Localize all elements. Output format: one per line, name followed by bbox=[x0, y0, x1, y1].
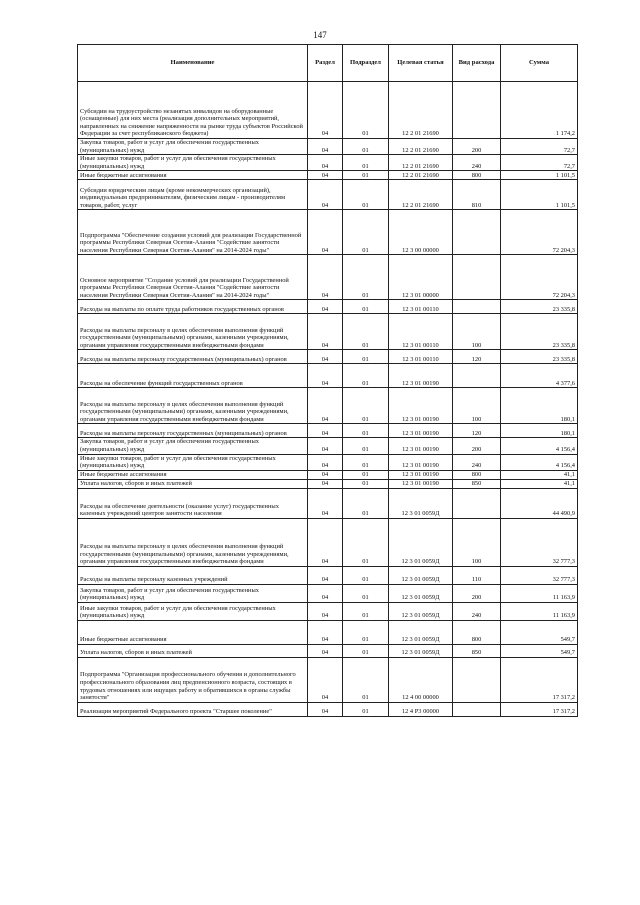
row-target: 12 3 01 00190 bbox=[389, 438, 453, 454]
row-expense-type bbox=[453, 82, 501, 139]
row-expense-type bbox=[453, 300, 501, 314]
row-name: Иные бюджетные ассигнования bbox=[78, 470, 308, 479]
table-row bbox=[78, 702, 578, 716]
row-section: 04 bbox=[308, 620, 343, 644]
row-sum: 72,7 bbox=[501, 139, 578, 155]
row-name: Уплата налогов, сборов и иных платежей bbox=[78, 644, 308, 657]
header-name: Наименование bbox=[78, 45, 308, 82]
budget-table bbox=[77, 44, 578, 717]
table-row bbox=[78, 388, 578, 424]
row-subsection: 01 bbox=[343, 644, 389, 657]
row-section: 04 bbox=[308, 488, 343, 518]
table-row bbox=[78, 488, 578, 518]
row-expense-type: 800 bbox=[453, 470, 501, 479]
row-expense-type: 800 bbox=[453, 620, 501, 644]
row-subsection: 01 bbox=[343, 350, 389, 364]
row-subsection: 01 bbox=[343, 518, 389, 566]
table-row bbox=[78, 180, 578, 210]
row-name: Реализация мероприятий Федерального проекта "Старшее поколение" bbox=[78, 702, 308, 716]
row-section: 04 bbox=[308, 657, 343, 702]
row-section: 04 bbox=[308, 155, 343, 171]
row-subsection: 01 bbox=[343, 139, 389, 155]
row-sum: 180,1 bbox=[501, 388, 578, 424]
row-expense-type bbox=[453, 702, 501, 716]
table-row bbox=[78, 300, 578, 314]
row-section: 04 bbox=[308, 479, 343, 488]
row-sum: 23 335,8 bbox=[501, 314, 578, 350]
row-section: 04 bbox=[308, 518, 343, 566]
row-sum: 23 335,8 bbox=[501, 350, 578, 364]
table-body bbox=[78, 82, 578, 717]
row-sum: 32 777,3 bbox=[501, 566, 578, 584]
row-section: 04 bbox=[308, 139, 343, 155]
row-subsection: 01 bbox=[343, 454, 389, 470]
table-row bbox=[78, 602, 578, 620]
row-name: Расходы на обеспечение деятельности (оказание услуг) государственных казенных учреждений центров занятости населения bbox=[78, 488, 308, 518]
row-name: Иные бюджетные ассигнования bbox=[78, 620, 308, 644]
row-sum: 549,7 bbox=[501, 644, 578, 657]
row-section: 04 bbox=[308, 82, 343, 139]
row-expense-type: 850 bbox=[453, 644, 501, 657]
row-subsection: 01 bbox=[343, 155, 389, 171]
row-name: Расходы на выплаты персоналу в целях обеспечения выполнения функций государственными (муниципальными) органами, казенными учреждениями, органами управления государственными внебюджетными фондами bbox=[78, 518, 308, 566]
row-name: Расходы на выплаты персоналу государственных (муниципальных) органов bbox=[78, 350, 308, 364]
row-sum: 11 163,9 bbox=[501, 584, 578, 602]
row-subsection: 01 bbox=[343, 171, 389, 180]
row-name: Иные закупки товаров, работ и услуг для обеспечения государственных (муниципальных) нужд bbox=[78, 602, 308, 620]
row-sum: 41,1 bbox=[501, 470, 578, 479]
table-row bbox=[78, 620, 578, 644]
row-sum: 23 335,8 bbox=[501, 300, 578, 314]
header-sum: Сумма bbox=[501, 45, 578, 82]
row-target: 12 3 01 0059Д bbox=[389, 602, 453, 620]
row-expense-type: 200 bbox=[453, 584, 501, 602]
row-section: 04 bbox=[308, 180, 343, 210]
row-sum: 17 317,2 bbox=[501, 702, 578, 716]
row-target: 12 4 P3 00000 bbox=[389, 702, 453, 716]
row-name: Закупка товаров, работ и услуг для обеспечения государственных (муниципальных) нужд bbox=[78, 584, 308, 602]
row-target: 12 2 01 21690 bbox=[389, 139, 453, 155]
row-section: 04 bbox=[308, 364, 343, 388]
row-target: 12 2 01 21690 bbox=[389, 82, 453, 139]
table-row bbox=[78, 82, 578, 139]
row-sum: 1 101,5 bbox=[501, 171, 578, 180]
row-sum: 72 204,3 bbox=[501, 255, 578, 300]
row-subsection: 01 bbox=[343, 300, 389, 314]
row-name: Расходы на выплаты по оплате труда работников государственных органов bbox=[78, 300, 308, 314]
header-expense-type: Вид расхода bbox=[453, 45, 501, 82]
row-target: 12 3 01 00190 bbox=[389, 424, 453, 438]
row-expense-type: 850 bbox=[453, 479, 501, 488]
table-row bbox=[78, 584, 578, 602]
row-target: 12 3 01 00110 bbox=[389, 350, 453, 364]
table-row bbox=[78, 255, 578, 300]
row-section: 04 bbox=[308, 438, 343, 454]
row-section: 04 bbox=[308, 388, 343, 424]
header-section: Раздел bbox=[308, 45, 343, 82]
row-target: 12 2 01 21690 bbox=[389, 171, 453, 180]
row-subsection: 01 bbox=[343, 388, 389, 424]
row-expense-type: 120 bbox=[453, 424, 501, 438]
row-name: Уплата налогов, сборов и иных платежей bbox=[78, 479, 308, 488]
table-row bbox=[78, 518, 578, 566]
row-target: 12 2 01 21690 bbox=[389, 155, 453, 171]
row-sum: 180,1 bbox=[501, 424, 578, 438]
row-sum: 1 101,5 bbox=[501, 180, 578, 210]
page-number: 147 bbox=[313, 30, 327, 40]
row-sum: 1 174,2 bbox=[501, 82, 578, 139]
row-subsection: 01 bbox=[343, 584, 389, 602]
row-subsection: 01 bbox=[343, 180, 389, 210]
row-section: 04 bbox=[308, 350, 343, 364]
row-subsection: 01 bbox=[343, 657, 389, 702]
row-target: 12 3 01 00000 bbox=[389, 255, 453, 300]
table-row bbox=[78, 210, 578, 255]
row-name: Подпрограмма "Обеспечение создания условий для реализации Государственной программы Республики Северная Осетия-Алания "Содействие занятости населения Республики Северная Осетия-Алания" на 2014-2024 годы" bbox=[78, 210, 308, 255]
row-name: Закупка товаров, работ и услуг для обеспечения государственных (муниципальных) нужд bbox=[78, 139, 308, 155]
row-name: Иные закупки товаров, работ и услуг для обеспечения государственных (муниципальных) нужд bbox=[78, 454, 308, 470]
row-section: 04 bbox=[308, 566, 343, 584]
row-section: 04 bbox=[308, 602, 343, 620]
table-row bbox=[78, 454, 578, 470]
table-row bbox=[78, 438, 578, 454]
row-expense-type: 240 bbox=[453, 602, 501, 620]
row-sum: 72,7 bbox=[501, 155, 578, 171]
row-subsection: 01 bbox=[343, 314, 389, 350]
row-subsection: 01 bbox=[343, 438, 389, 454]
row-expense-type bbox=[453, 488, 501, 518]
row-expense-type: 100 bbox=[453, 518, 501, 566]
row-expense-type: 240 bbox=[453, 454, 501, 470]
row-sum: 549,7 bbox=[501, 620, 578, 644]
row-expense-type: 200 bbox=[453, 139, 501, 155]
row-expense-type: 100 bbox=[453, 388, 501, 424]
table-row bbox=[78, 364, 578, 388]
row-section: 04 bbox=[308, 644, 343, 657]
table-row bbox=[78, 644, 578, 657]
table-row bbox=[78, 314, 578, 350]
row-target: 12 3 01 0059Д bbox=[389, 566, 453, 584]
row-sum: 32 777,3 bbox=[501, 518, 578, 566]
row-section: 04 bbox=[308, 314, 343, 350]
row-section: 04 bbox=[308, 702, 343, 716]
row-expense-type: 100 bbox=[453, 314, 501, 350]
row-target: 12 3 01 00110 bbox=[389, 314, 453, 350]
row-section: 04 bbox=[308, 210, 343, 255]
row-target: 12 3 01 00190 bbox=[389, 388, 453, 424]
table-header-row bbox=[78, 45, 578, 82]
row-target: 12 4 00 00000 bbox=[389, 657, 453, 702]
row-target: 12 3 01 0059Д bbox=[389, 584, 453, 602]
table-row bbox=[78, 139, 578, 155]
row-target: 12 3 01 00110 bbox=[389, 300, 453, 314]
row-section: 04 bbox=[308, 300, 343, 314]
table-row bbox=[78, 470, 578, 479]
header-target: Целевая статья bbox=[389, 45, 453, 82]
row-name: Закупка товаров, работ и услуг для обеспечения государственных (муниципальных) нужд bbox=[78, 438, 308, 454]
table-row bbox=[78, 350, 578, 364]
row-sum: 4 156,4 bbox=[501, 438, 578, 454]
row-subsection: 01 bbox=[343, 479, 389, 488]
row-sum: 4 156,4 bbox=[501, 454, 578, 470]
row-expense-type bbox=[453, 657, 501, 702]
row-sum: 4 377,6 bbox=[501, 364, 578, 388]
row-expense-type: 240 bbox=[453, 155, 501, 171]
row-target: 12 3 01 0059Д bbox=[389, 488, 453, 518]
row-expense-type bbox=[453, 210, 501, 255]
row-subsection: 01 bbox=[343, 702, 389, 716]
table-row bbox=[78, 566, 578, 584]
row-subsection: 01 bbox=[343, 602, 389, 620]
row-subsection: 01 bbox=[343, 424, 389, 438]
row-subsection: 01 bbox=[343, 488, 389, 518]
row-subsection: 01 bbox=[343, 620, 389, 644]
table-row bbox=[78, 479, 578, 488]
table-row bbox=[78, 657, 578, 702]
row-sum: 72 204,3 bbox=[501, 210, 578, 255]
row-target: 12 2 01 21690 bbox=[389, 180, 453, 210]
row-name: Расходы на выплаты персоналу в целях обеспечения выполнения функций государственными (муниципальными) органами, казенными учреждениями, органами управления государственными внебюджетными фондами bbox=[78, 388, 308, 424]
row-target: 12 3 01 00190 bbox=[389, 479, 453, 488]
row-expense-type bbox=[453, 255, 501, 300]
row-name: Субсидии юридическим лицам (кроме некоммерческих организаций), индивидуальным предпринимателям, физическим лицам - производителям товаров, работ, услуг bbox=[78, 180, 308, 210]
table-row bbox=[78, 424, 578, 438]
row-name: Расходы на выплаты персоналу казенных учреждений bbox=[78, 566, 308, 584]
row-expense-type bbox=[453, 364, 501, 388]
table-row bbox=[78, 155, 578, 171]
row-section: 04 bbox=[308, 470, 343, 479]
row-subsection: 01 bbox=[343, 566, 389, 584]
row-name: Расходы на обеспечение функций государственных органов bbox=[78, 364, 308, 388]
row-sum: 44 490,9 bbox=[501, 488, 578, 518]
row-target: 12 3 00 00000 bbox=[389, 210, 453, 255]
row-name: Субсидии на трудоустройство незанятых инвалидов на оборудованные (оснащенные) для них места (реализация дополнительных мероприятий, направленных на снижение напряженности на рынке труда субъектов Российской Федерации за счет республиканского бюджета) bbox=[78, 82, 308, 139]
row-subsection: 01 bbox=[343, 82, 389, 139]
row-target: 12 3 01 0059Д bbox=[389, 620, 453, 644]
row-name: Иные бюджетные ассигнования bbox=[78, 171, 308, 180]
row-target: 12 3 01 00190 bbox=[389, 364, 453, 388]
row-section: 04 bbox=[308, 424, 343, 438]
row-target: 12 3 01 00190 bbox=[389, 470, 453, 479]
row-name: Расходы на выплаты персоналу государственных (муниципальных) органов bbox=[78, 424, 308, 438]
row-sum: 17 317,2 bbox=[501, 657, 578, 702]
row-expense-type: 810 bbox=[453, 180, 501, 210]
row-section: 04 bbox=[308, 255, 343, 300]
row-sum: 41,1 bbox=[501, 479, 578, 488]
table-row bbox=[78, 171, 578, 180]
row-name: Расходы на выплаты персоналу в целях обеспечения выполнения функций государственными (муниципальными) органами, казенными учреждениями, органами управления государственными внебюджетными фондами bbox=[78, 314, 308, 350]
row-subsection: 01 bbox=[343, 470, 389, 479]
row-name: Иные закупки товаров, работ и услуг для обеспечения государственных (муниципальных) нужд bbox=[78, 155, 308, 171]
row-target: 12 3 01 00190 bbox=[389, 454, 453, 470]
row-expense-type: 110 bbox=[453, 566, 501, 584]
row-section: 04 bbox=[308, 584, 343, 602]
row-subsection: 01 bbox=[343, 255, 389, 300]
row-name: Основное мероприятие "Создание условий для реализации Государственной программы Республики Северная Осетия-Алания "Содействие занятости населения Республики Северная Осетия-Алания" на 2014-2024 годы" bbox=[78, 255, 308, 300]
row-sum: 11 163,9 bbox=[501, 602, 578, 620]
row-expense-type: 800 bbox=[453, 171, 501, 180]
row-name: Подпрограмма "Организация профессионального обучения и дополнительного профессионального образования лиц предпенсионного возраста, состоящих в трудовых отношениях или ищущих работу и обратившихся в органы службы занятости" bbox=[78, 657, 308, 702]
row-section: 04 bbox=[308, 171, 343, 180]
row-expense-type: 120 bbox=[453, 350, 501, 364]
header-subsection: Подраздел bbox=[343, 45, 389, 82]
row-expense-type: 200 bbox=[453, 438, 501, 454]
row-target: 12 3 01 0059Д bbox=[389, 518, 453, 566]
row-subsection: 01 bbox=[343, 210, 389, 255]
row-section: 04 bbox=[308, 454, 343, 470]
row-target: 12 3 01 0059Д bbox=[389, 644, 453, 657]
row-subsection: 01 bbox=[343, 364, 389, 388]
